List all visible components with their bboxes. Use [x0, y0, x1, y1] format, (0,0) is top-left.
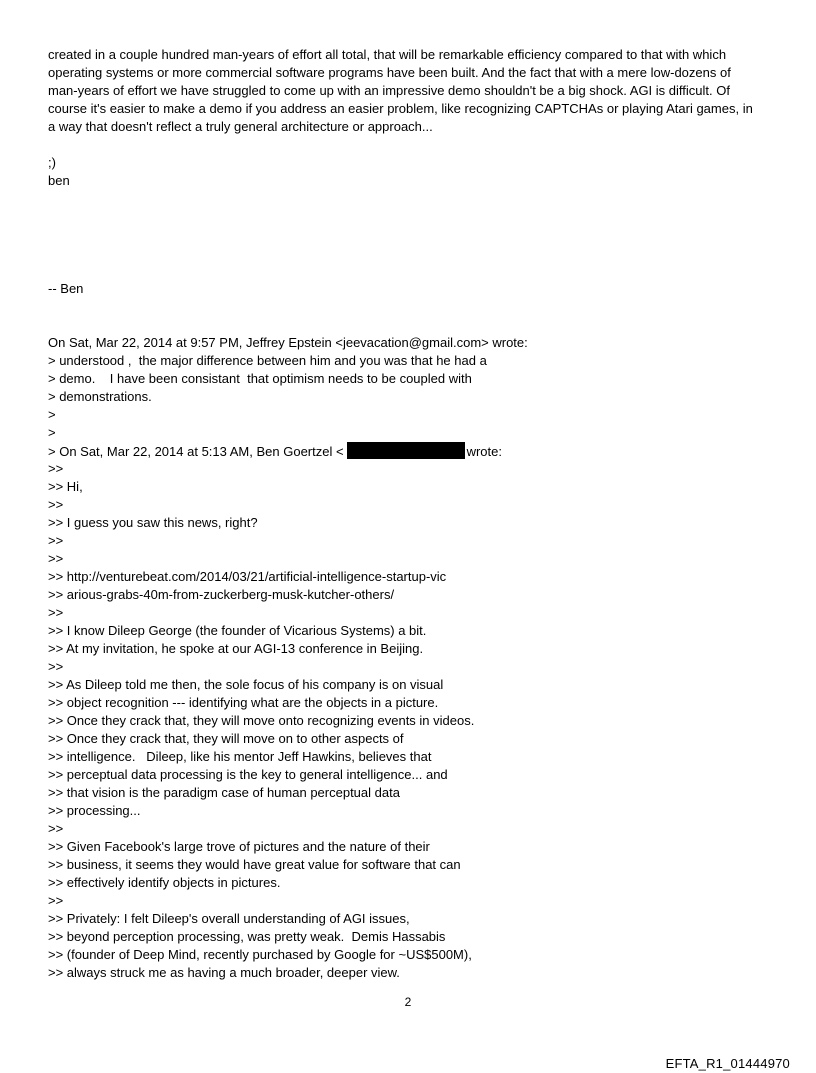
- quote-line: >> always struck me as having a much broader, deeper view.: [48, 965, 400, 980]
- quote-line: >>: [48, 893, 64, 908]
- quote-line: >>: [48, 821, 64, 836]
- quote-line: >> business, it seems they would have great value for software that can: [48, 857, 461, 872]
- quote-line: >> Once they crack that, they will move onto recognizing events in videos.: [48, 713, 475, 728]
- quote-line: >>: [48, 461, 64, 476]
- smiley-text: ;): [48, 155, 56, 170]
- quote-url-line[interactable]: >> arious-grabs-40m-from-zuckerberg-musk-kutcher-others/: [48, 587, 395, 602]
- quote-line: >> Hi,: [48, 479, 83, 494]
- quote-line: > demo. I have been consistant that optimism needs to be coupled with: [48, 371, 472, 386]
- redacted-email-block: [347, 442, 465, 459]
- quote-line: >> intelligence. Dileep, like his mentor Jeff Hawkins, believes that: [48, 749, 432, 764]
- quote-line: >>: [48, 533, 64, 548]
- quote-line: > understood , the major difference between him and you was that he had a: [48, 353, 487, 368]
- quote-line: >> effectively identify objects in pictures.: [48, 875, 281, 890]
- goertzel-quote: [48, 460, 778, 982]
- body-paragraph: [48, 46, 778, 136]
- quote-line: >> As Dileep told me then, the sole focus of his company is on visual: [48, 677, 444, 692]
- quote-line: >> object recognition --- identifying what are the objects in a picture.: [48, 695, 439, 710]
- quote-line: >> (founder of Deep Mind, recently purchased by Google for ~US$500M),: [48, 947, 472, 962]
- goertzel-attribution: [48, 442, 778, 460]
- quote-line: >> processing...: [48, 803, 141, 818]
- quote-line: >> beyond perception processing, was pretty weak. Demis Hassabis: [48, 929, 446, 944]
- body-line: a way that doesn't reflect a truly general architecture or approach...: [48, 119, 433, 134]
- page-number: 2: [404, 995, 412, 1009]
- attribution-prefix: > On Sat, Mar 22, 2014 at 5:13 AM, Ben Goertzel <: [48, 444, 344, 459]
- body-line: created in a couple hundred man-years of effort all total, that will be remarkable efficiency compared to that with which: [48, 47, 727, 62]
- sign-name: ben: [48, 173, 70, 188]
- quote-line: >> I know Dileep George (the founder of Vicarious Systems) a bit.: [48, 623, 427, 638]
- attribution-suffix: wrote:: [466, 444, 502, 459]
- quote-line: >: [48, 407, 56, 422]
- quote-line: >>: [48, 551, 64, 566]
- quote-line: >> I guess you saw this news, right?: [48, 515, 258, 530]
- quote-line: >> that vision is the paradigm case of human perceptual data: [48, 785, 400, 800]
- epstein-quote: [48, 352, 778, 442]
- body-line: course it's easier to make a demo if you address an easier problem, like recognizing CAPTCHAs or playing Atari games, in: [48, 101, 753, 116]
- quote-line: > demonstrations.: [48, 389, 152, 404]
- quote-line: >> perceptual data processing is the key to general intelligence... and: [48, 767, 448, 782]
- email-signature: -- Ben: [48, 281, 84, 296]
- quote-line: >: [48, 425, 56, 440]
- quote-url-line[interactable]: >> http://venturebeat.com/2014/03/21/artificial-intelligence-startup-vic: [48, 569, 447, 584]
- quote-line: >>: [48, 659, 64, 674]
- document-id: EFTA_R1_01444970: [665, 1056, 790, 1071]
- quote-line: >>: [48, 605, 64, 620]
- quote-line: >> Privately: I felt Dileep's overall understanding of AGI issues,: [48, 911, 410, 926]
- quote-line: >>: [48, 497, 64, 512]
- epstein-attribution: On Sat, Mar 22, 2014 at 9:57 PM, Jeffrey Epstein <jeevacation@gmail.com> wrote:: [48, 335, 528, 350]
- body-line: man-years of effort we have struggled to come up with an impressive demo shouldn't be a big shock. AGI is difficult. Of: [48, 83, 730, 98]
- quote-line: >> Given Facebook's large trove of pictures and the nature of their: [48, 839, 430, 854]
- body-line: operating systems or more commercial software programs have been built. And the fact that with a mere low-dozens of: [48, 65, 731, 80]
- email-page: [48, 46, 778, 982]
- quote-line: >> Once they crack that, they will move on to other aspects of: [48, 731, 404, 746]
- quote-line: >> At my invitation, he spoke at our AGI-13 conference in Beijing.: [48, 641, 424, 656]
